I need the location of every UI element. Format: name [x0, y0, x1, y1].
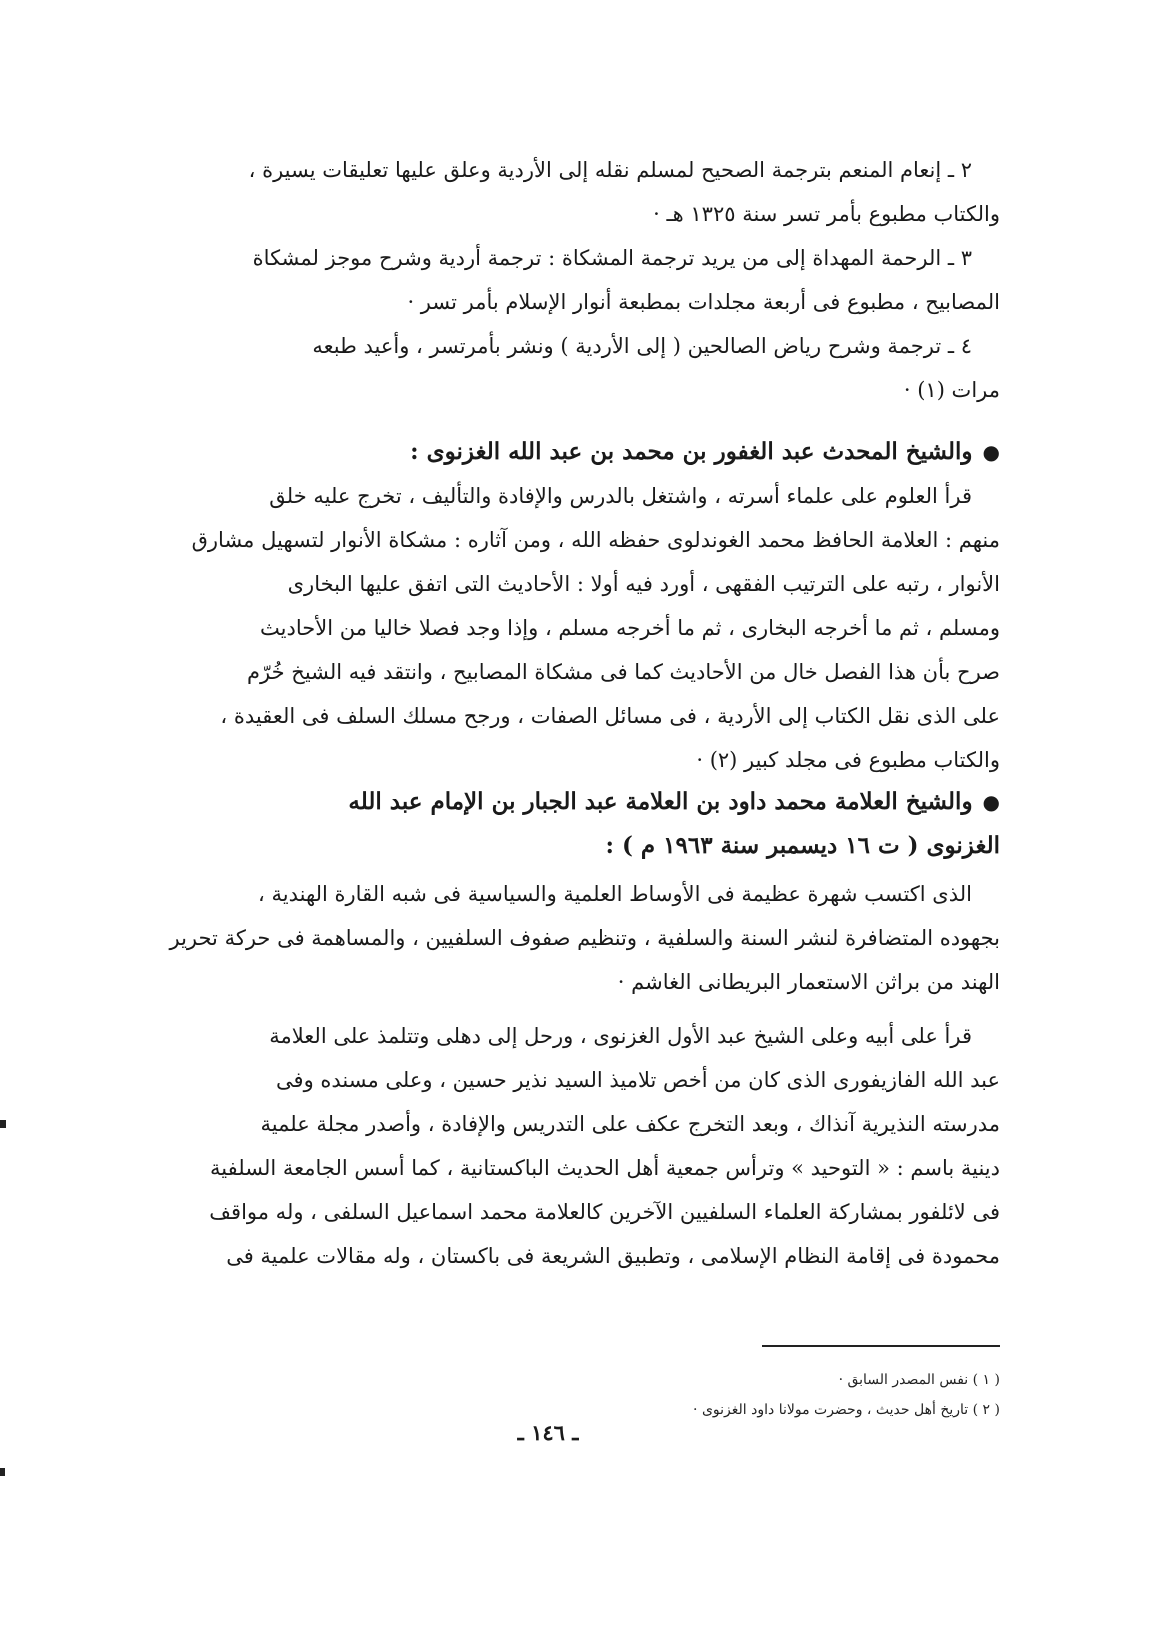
paragraph-line: مدرسته النذيرية آنذاك ، وبعد التخرج عكف على التدريس والإفادة ، وأصدر مجلة علمية — [260, 1112, 1000, 1136]
paragraph-line: والكتاب مطبوع فى مجلد كبير (٢) · — [696, 748, 1000, 772]
paragraph-line: قرأ على أبيه وعلى الشيخ عبد الأول الغزنوى ، ورحل إلى دهلى وتتلمذ على العلامة — [269, 1024, 972, 1048]
footnote-separator — [762, 1345, 1000, 1347]
paragraph-line: ومسلم ، ثم ما أخرجه البخارى ، ثم ما أخرجه مسلم ، وإذا وجد فصلا خاليا من الأحاديث — [260, 616, 1000, 640]
footnote-2: ( ٢ ) تاريخ أهل حديث ، وحضرت مولانا داود الغزنوى · — [693, 1402, 1000, 1418]
paragraph-line: عبد الله الفازيفورى الذى كان من أخص تلاميذ السيد نذير حسين ، وعلى مسنده وفى — [276, 1068, 1000, 1092]
scan-edge-mark — [0, 1468, 5, 1476]
list-item-2-line-1: ٢ ـ إنعام المنعم بترجمة الصحيح لمسلم نقله إلى الأردية وعلق عليها تعليقات يسيرة ، — [248, 158, 972, 182]
section-heading-text: والشيخ العلامة محمد داود بن العلامة عبد الجبار بن الإمام عبد الله — [348, 788, 973, 815]
paragraph-line: صرح بأن هذا الفصل خال من الأحاديث كما فى مشكاة المصابيح ، وانتقد فيه الشيخ خُرّم — [247, 660, 1000, 684]
paragraph-line: الذى اكتسب شهرة عظيمة فى الأوساط العلمية والسياسية فى شبه القارة الهندية ، — [258, 882, 972, 906]
section-heading-text: والشيخ المحدث عبد الغفور بن محمد بن عبد الله الغزنوى : — [410, 438, 973, 465]
paragraph-line: على الذى نقل الكتاب إلى الأردية ، فى مسائل الصفات ، ورجح مسلك السلف فى العقيدة ، — [220, 704, 1000, 728]
list-item-4-line-2: مرات (١) · — [903, 378, 1000, 402]
paragraph-line: بجهوده المتضافرة لنشر السنة والسلفية ، وتنظيم صفوف السلفيين ، والمساهمة فى حركة تحرير — [169, 926, 1000, 950]
paragraph-line: منهم : العلامة الحافظ محمد الغوندلوى حفظه الله ، ومن آثاره : مشكاة الأنوار لتسهيل مشارق — [191, 528, 1000, 552]
bullet-icon: ● — [982, 440, 1000, 464]
section-daud — [150, 780, 1000, 1278]
list-item-4-line-1: ٤ ـ ترجمة وشرح رياض الصالحين ( إلى الأردية ) ونشر بأمرتسر ، وأعيد طبعه — [312, 334, 972, 358]
scan-edge-mark — [0, 1120, 6, 1128]
list-item-3-line-2: المصابيح ، مطبوع فى أربعة مجلدات بمطبعة أنوار الإسلام بأمر تسر · — [407, 290, 1000, 314]
section-ghafur — [150, 430, 1000, 782]
footnotes — [560, 1365, 1000, 1425]
list-item-2-line-2: والكتاب مطبوع بأمر تسر سنة ١٣٢٥ هـ · — [653, 202, 1000, 226]
bullet-icon: ● — [982, 790, 1000, 814]
footnote-1: ( ١ ) نفس المصدر السابق · — [838, 1372, 1000, 1388]
paragraph-line: فى لائلفور بمشاركة العلماء السلفيين الآخرين كالعلامة محمد اسماعيل السلفى ، وله مواقف — [209, 1200, 1000, 1224]
section-heading-continued: الغزنوى ( ت ١٦ ديسمبر سنة ١٩٦٣ م ) : — [605, 832, 1000, 859]
paragraph-line: محمودة فى إقامة النظام الإسلامى ، وتطبيق الشريعة فى باكستان ، وله مقالات علمية فى — [226, 1244, 1000, 1268]
paragraph-line: دينية باسم : « التوحيد » وترأس جمعية أهل الحديث الباكستانية ، كما أسس الجامعة السلفية — [210, 1156, 1000, 1180]
paragraph-line: الأنوار ، رتبه على الترتيب الفقهى ، أورد فيه أولا : الأحاديث التى اتفق عليها البخارى — [287, 572, 1000, 596]
list-item-3-line-1: ٣ ـ الرحمة المهداة إلى من يريد ترجمة المشكاة : ترجمة أردية وشرح موجز لمشكاة — [252, 246, 972, 270]
section-heading — [150, 780, 1000, 824]
page-number: ـ ١٤٦ ـ — [517, 1420, 579, 1445]
paragraph-line: الهند من براثن الاستعمار البريطانى الغاشم · — [617, 970, 1000, 994]
book-list — [150, 148, 1000, 412]
section-heading — [150, 430, 1000, 474]
paragraph-line: قرأ العلوم على علماء أسرته ، واشتغل بالدرس والإفادة والتأليف ، تخرج عليه خلق — [269, 484, 972, 508]
